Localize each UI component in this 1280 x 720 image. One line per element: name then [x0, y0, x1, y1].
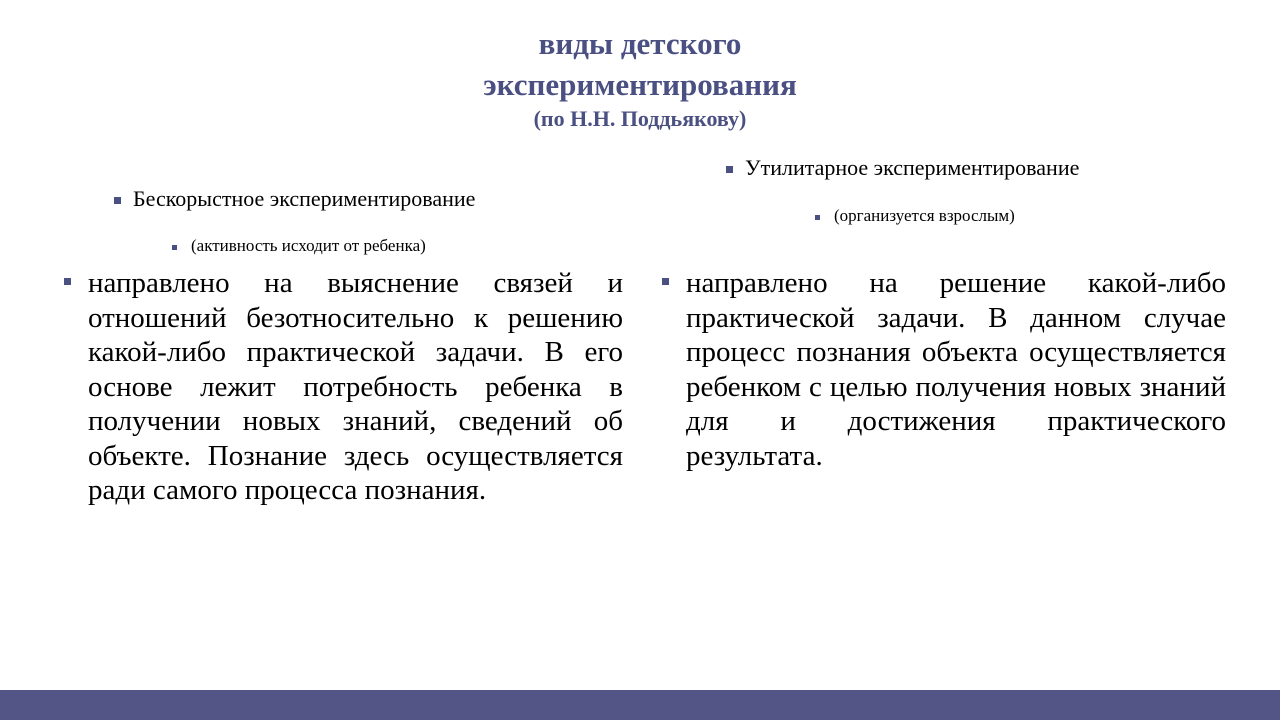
- left-paragraph-text: направлено на выяснение связей и отношений безотносительно к решению какой-либо практической задачи. В его основе лежит потребность ребенка в получении новых знаний, сведений об объекте. Познание здесь осуществляется ради самого процесса познания.: [88, 267, 623, 506]
- bullet-icon: [726, 166, 733, 173]
- title-line-3: (по Н.Н. Поддьякову): [533, 106, 747, 131]
- slide-title: [0, 28, 1280, 130]
- bullet-icon: [114, 197, 121, 204]
- bullet-icon: [815, 215, 820, 220]
- bullet-icon: [172, 245, 177, 250]
- left-subheading: [172, 236, 426, 256]
- bottom-bar: [0, 690, 1280, 720]
- title-line-1: виды детского: [538, 26, 742, 61]
- left-paragraph: [88, 266, 623, 508]
- right-paragraph-text: направлено на решение какой-либо практической задачи. В данном случае процесс познания объекта осуществляется ребенком с целью получения новых знаний для и достижения практического результата.: [686, 267, 1226, 472]
- title-line-2: экспериментирования: [483, 67, 797, 102]
- right-heading-text: Утилитарное экспериментирование: [745, 155, 1080, 180]
- left-heading-text: Бескорыстное экспериментирование: [133, 186, 476, 211]
- right-subheading-text: (организуется взрослым): [834, 206, 1015, 225]
- right-heading: [726, 155, 1079, 181]
- bullet-icon: [662, 278, 669, 285]
- right-subheading: [815, 206, 1015, 226]
- left-heading: [114, 186, 475, 212]
- right-paragraph: [686, 266, 1226, 473]
- left-subheading-text: (активность исходит от ребенка): [191, 236, 426, 255]
- bullet-icon: [64, 278, 71, 285]
